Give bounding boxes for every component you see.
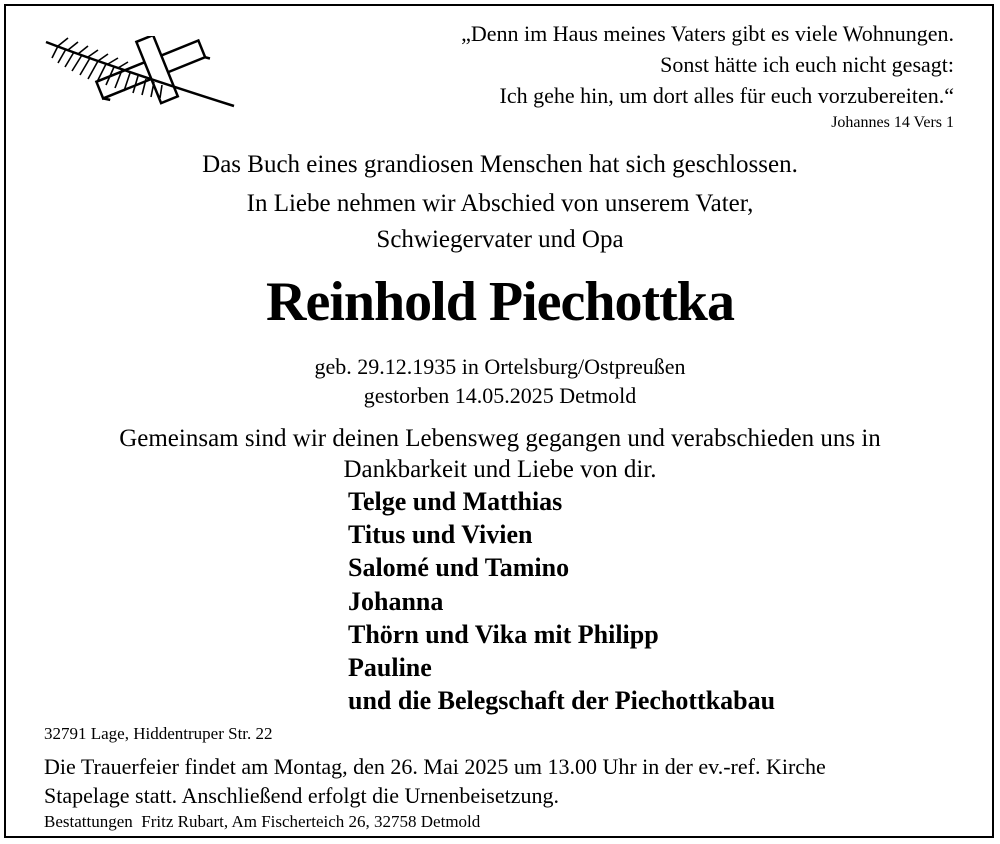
intro-text [0,145,1000,257]
birth-date: geb. 29.12.1935 in Ortelsburg/Ostpreußen [314,354,686,379]
deceased-name: Reinhold Piechottka [266,271,734,333]
mourner-name: Titus und Vivien [348,520,533,550]
closing-text [0,423,1000,485]
quote-reference: Johannes 14 Vers 1 [831,114,954,131]
death-date: gestorben 14.05.2025 Detmold [363,383,637,408]
funeral-line: Die Trauerfeier findet am Montag, den 26. Mai 2025 um 13.00 Uhr in der ev.-ref. Kirche [44,754,826,779]
intro-line: Schwiegervater und Opa [376,226,624,253]
mourner-name: und die Belegschaft der Piechottkabau [348,686,776,716]
funeral-line: Stapelage statt. Anschließend erfolgt die Urnenbeisetzung. [44,783,560,808]
undertaker-info: Bestattungen Fritz Rubart, Am Fischerteich 26, 32758 Detmold [44,812,481,831]
funeral-info [44,752,826,810]
closing-line: Dankbarkeit und Liebe von dir. [343,456,657,483]
family-address: 32791 Lage, Hiddentruper Str. 22 [44,724,273,743]
intro-line: Das Buch eines grandiosen Menschen hat sich geschlossen. [202,151,798,178]
mourners-list [348,485,775,717]
life-dates [0,352,1000,410]
intro-line: In Liebe nehmen wir Abschied von unserem Vater, [246,190,754,217]
quote-line: Ich gehe hin, um dort alles für euch vorzubereiten.“ [499,83,954,108]
mourner-name: Pauline [348,653,432,683]
quote-line: Sonst hätte ich euch nicht gesagt: [660,52,954,77]
cross-with-palm-leaf-icon [38,36,238,116]
mourner-name: Johanna [348,586,444,616]
quote-line: „Denn im Haus meines Vaters gibt es viele Wohnungen. [461,21,954,46]
bible-quote [461,18,954,111]
mourner-name: Salomé und Tamino [348,553,570,583]
mourner-name: Telge und Matthias [348,487,563,516]
closing-line: Gemeinsam sind wir deinen Lebensweg gegangen und verabschieden uns in [119,425,881,452]
mourner-name: Thörn und Vika mit Philipp [348,619,659,649]
